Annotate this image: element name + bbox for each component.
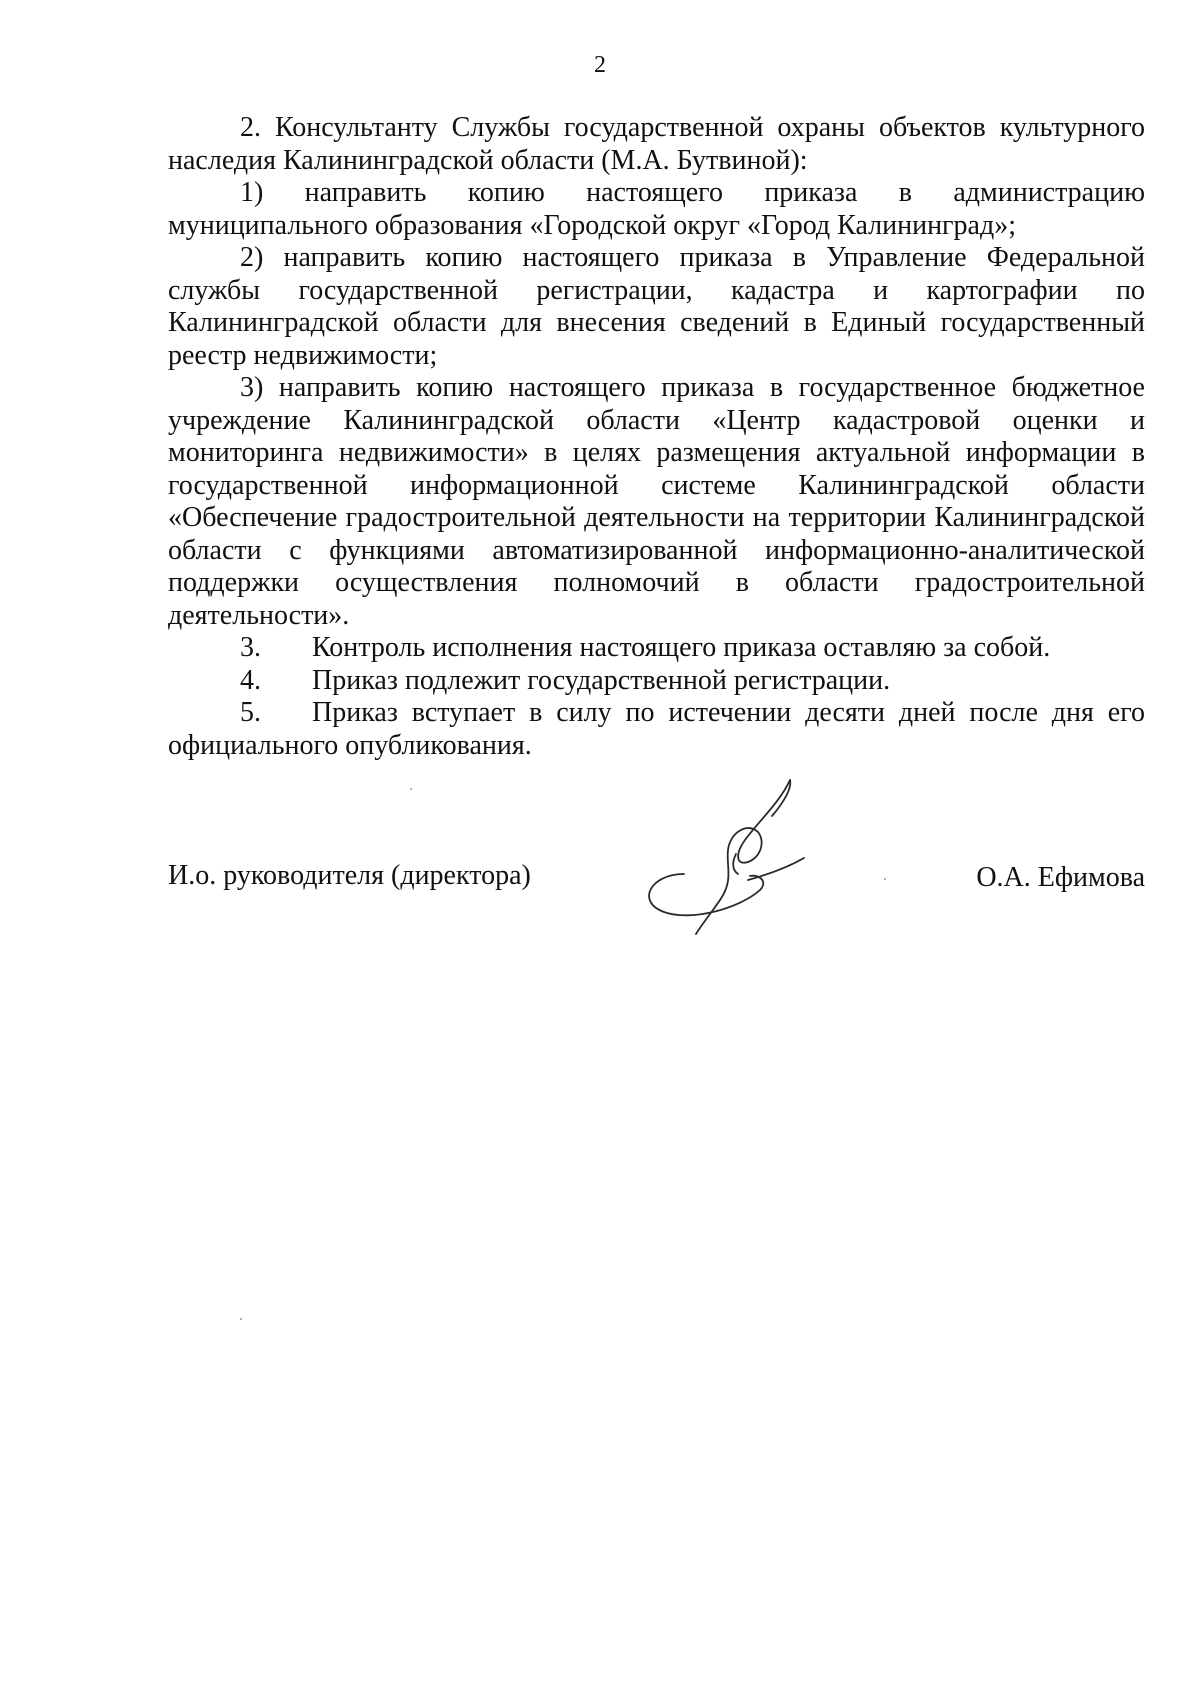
paragraph-4 (168, 665, 1145, 698)
paragraph-2-subitem-1: 1) направить копию настоящего приказа в администрацию муниципального образования «Городской округ «Город Калининград»; (168, 177, 1145, 241)
paragraph-2-subitem-3: 3) направить копию настоящего приказа в государственное бюджетное учреждение Калининградской области «Центр кадастровой оценки и мониторинга недвижимости» в целях размещения актуальной информации в государственной информационной системе Калининградской области «Обеспечение градостроительной деятельности на территории Калининградской области с функциями автоматизированной информационно-аналитической поддержки осуществления полномочий в области градостроительной деятельности». (168, 372, 1145, 631)
signatory-name: О.А. Ефимова (976, 862, 1145, 893)
paragraph-5-number: 5. (240, 697, 261, 728)
paragraph-2-intro: 2. Консультанту Службы государственной охраны объектов культурного наследия Калининградской области (М.А. Бутвиной): (168, 112, 1145, 176)
paragraph-4-text: Приказ подлежит государственной регистрации. (312, 664, 891, 696)
paragraph-5-text: Приказ вступает в силу по истечении десяти дней после дня его официального опубликования. (168, 697, 1145, 761)
paragraph-3 (168, 632, 1145, 665)
paragraph-5 (168, 697, 1145, 762)
paragraph-3-text: Контроль исполнения настоящего приказа оставляю за собой. (312, 632, 1051, 663)
paragraph-2-subitem-2: 2) направить копию настоящего приказа в Управление Федеральной службы государственной регистрации, кадастра и картографии по Калининградской области для внесения сведений в Единый государственный реестр недвижимости; (168, 242, 1145, 371)
scan-speck (884, 878, 886, 880)
signatory-position: И.о. руководителя (директора) (168, 860, 531, 891)
page-number: 2 (594, 52, 606, 78)
document-body (168, 112, 1145, 762)
paragraph-3-number: 3. (240, 632, 261, 663)
paragraph-4-number: 4. (240, 664, 261, 696)
handwritten-signature (640, 762, 840, 942)
scan-speck (410, 788, 412, 790)
scan-speck (240, 1318, 242, 1320)
